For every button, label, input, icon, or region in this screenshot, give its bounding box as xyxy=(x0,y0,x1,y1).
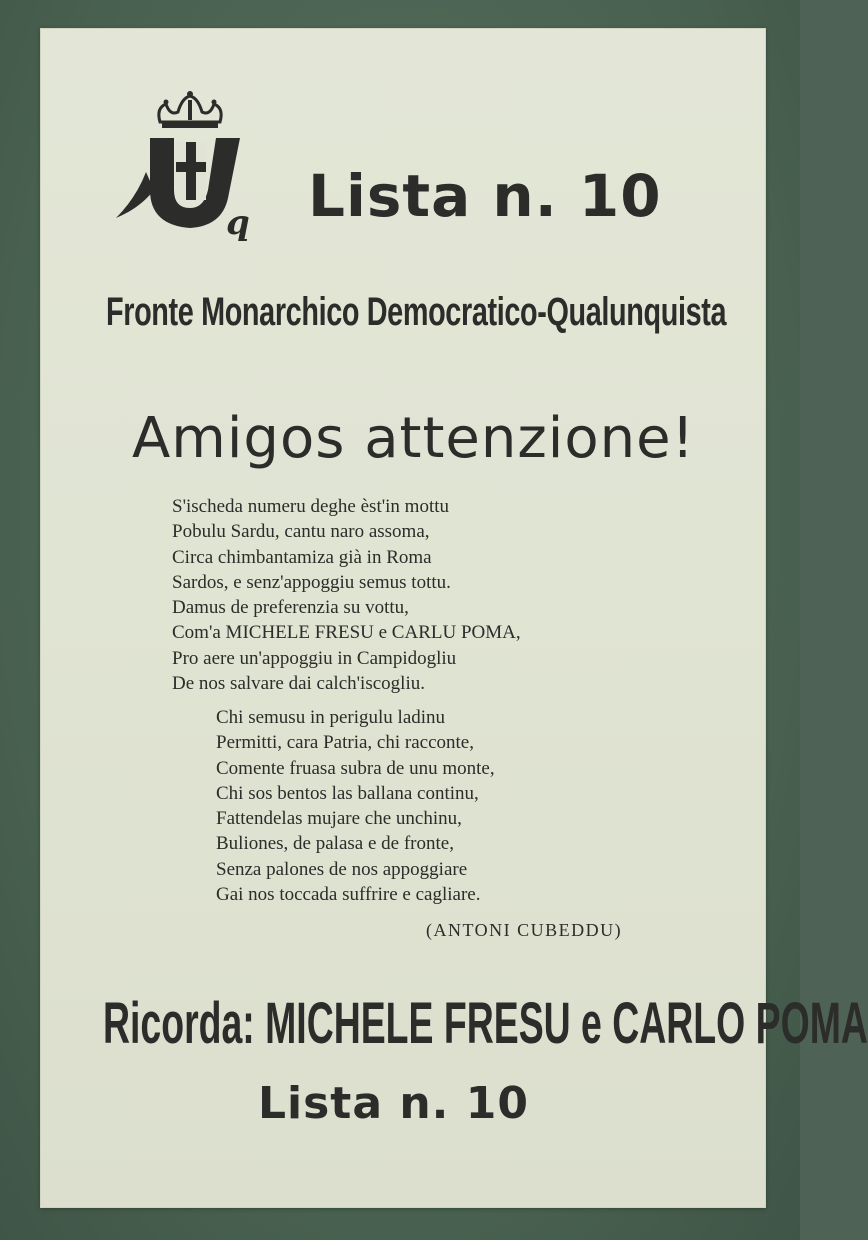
poem-line: Buliones, de palasa e de fronte, xyxy=(216,833,454,855)
crown-shield-logo xyxy=(110,90,250,243)
poem-line: Circa chimbantamiza già in Roma xyxy=(172,546,432,568)
poem-line: De nos salvare dai calch'iscogliu. xyxy=(172,673,425,695)
list-number-footer: Lista n. 10 xyxy=(258,1078,529,1129)
poem-stanza-2 xyxy=(216,705,495,907)
poem-line: Chi semusu in perigulu ladinu xyxy=(216,707,446,728)
poem-line: Comente fruasa subra de unu monte, xyxy=(216,757,495,779)
poem-line: Pobulu Sardu, cantu naro assoma, xyxy=(172,521,430,543)
election-leaflet xyxy=(40,28,868,1208)
headline: Amigos attenzione! xyxy=(132,406,695,471)
party-name: Fronte Monarchico Democratico-Qualunquista xyxy=(106,290,727,334)
poem-line: Sardos, e senz'appoggiu semus tottu. xyxy=(172,571,451,593)
poem-line: Com'a MICHELE FRESU e CARLU POMA, xyxy=(172,622,521,644)
poem-author: (ANTONI CUBEDDU) xyxy=(426,920,623,940)
poem-line: Permitti, cara Patria, chi racconte, xyxy=(216,732,474,754)
candidate-reminder: Ricorda: MICHELE FRESU e CARLO POMA xyxy=(103,991,868,1056)
poem-line: S'ischeda numeru deghe èst'in mottu xyxy=(172,496,450,517)
poem-line: Damus de preferenzia su vottu, xyxy=(172,597,409,619)
poem-line: Gai nos toccada suffrire e cagliare. xyxy=(216,884,481,906)
list-number-heading: Lista n. 10 xyxy=(308,162,662,230)
poem-line: Pro aere un'appoggiu in Campidogliu xyxy=(172,647,457,669)
poem-stanza-1 xyxy=(172,494,521,696)
svg-text:q: q xyxy=(226,203,250,243)
poem-line: Senza palones de nos appoggiare xyxy=(216,858,468,880)
poem-line: Fattendelas mujare che unchinu, xyxy=(216,808,462,830)
poem-line: Chi sos bentos las ballana continu, xyxy=(216,782,479,804)
